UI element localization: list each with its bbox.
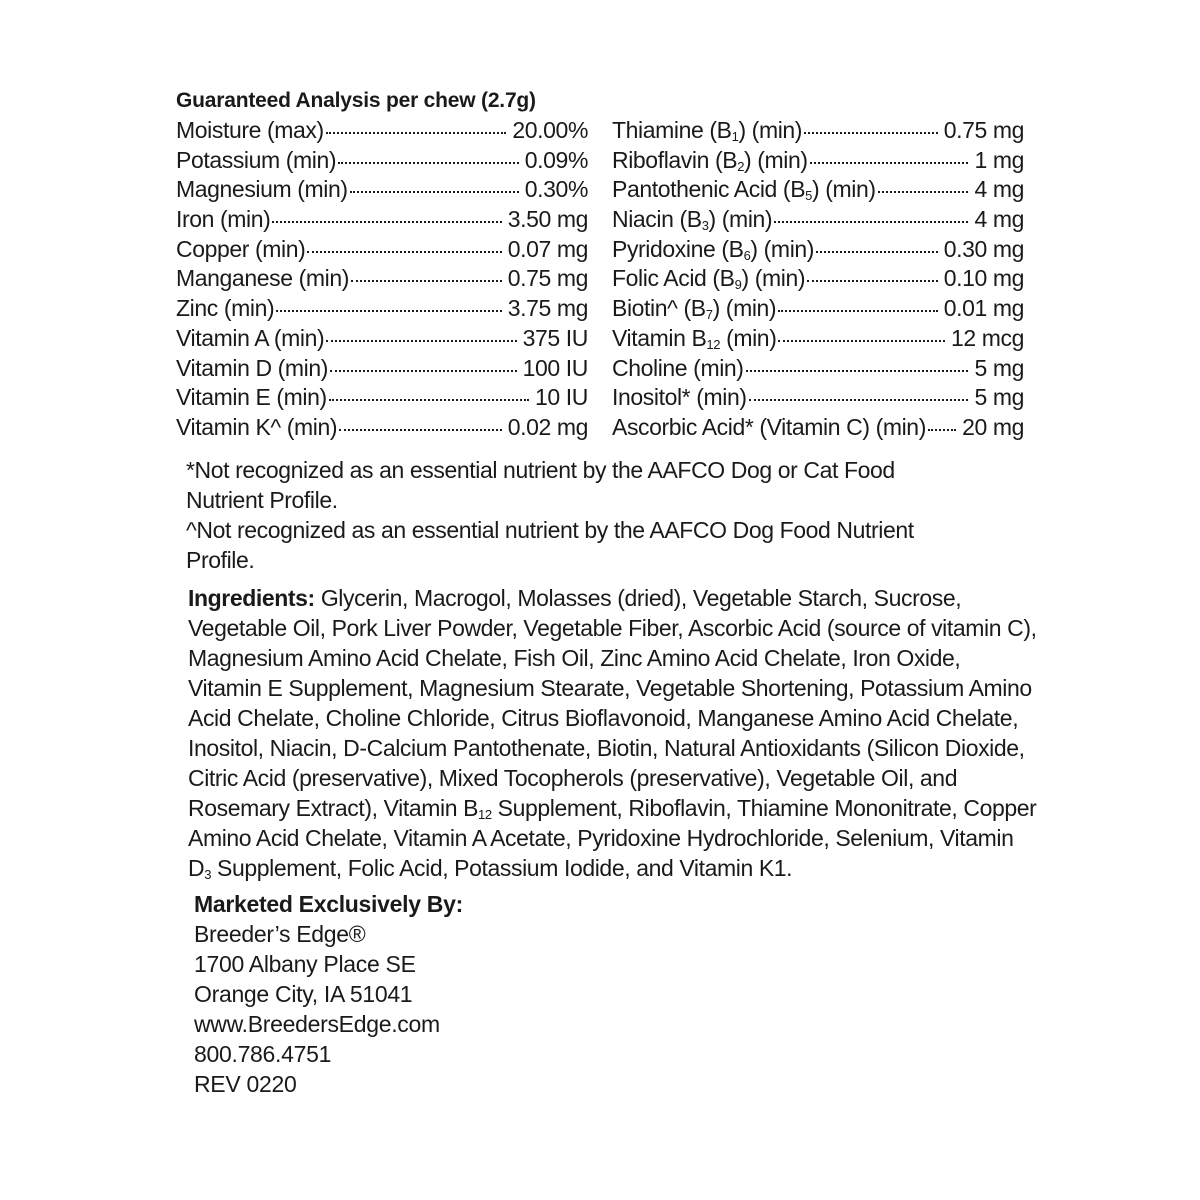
nutrient-name: Potassium (min) <box>176 146 337 173</box>
nutrient-value: 10 IU <box>535 384 588 411</box>
nutrient-value: 0.02 mg <box>507 413 588 440</box>
ingredients-subscript: 3 <box>204 866 212 882</box>
leader-dots <box>816 251 938 253</box>
leader-dots <box>330 370 517 372</box>
footnote-caret: ^Not recognized as an essential nutrient by the AAFCO Dog Food Nutrient Profile. <box>186 516 914 573</box>
leader-dots <box>804 132 938 134</box>
analysis-row <box>176 116 588 146</box>
nutrient-value: 0.30% <box>524 176 588 203</box>
nutrient-value: 0.75 mg <box>507 265 588 292</box>
leader-dots <box>351 280 502 282</box>
analysis-row <box>176 324 588 354</box>
analysis-row <box>176 354 588 384</box>
footnotes <box>186 455 1040 575</box>
nutrient-name: Zinc (min) <box>176 295 275 322</box>
analysis-row <box>612 354 1024 384</box>
analysis-row <box>612 235 1024 265</box>
nutrient-name: Vitamin K^ (min) <box>176 413 338 440</box>
analysis-row <box>612 383 1024 413</box>
leader-dots <box>749 399 969 401</box>
nutrient-name: Magnesium (min) <box>176 176 348 203</box>
analysis-row <box>612 264 1024 294</box>
leader-dots <box>778 310 937 312</box>
leader-dots <box>276 310 501 312</box>
nutrient-value: 4 mg <box>974 176 1024 203</box>
nutrient-name: Folic Acid $(B_9)$ (min) <box>612 265 806 293</box>
nutrient-value: 20 mg <box>962 413 1024 440</box>
nutrient-name: Iron (min) <box>176 206 271 233</box>
nutrient-value: 1 mg <box>974 146 1024 173</box>
analysis-row <box>176 264 588 294</box>
ingredients-text: Supplement, Riboflavin, Thiamine Mononitrate, Copper Amino Acid Chelate, Vitamin A Acetate, Pyridoxine Hydrochloride, Selenium, Vitamin D <box>188 794 1037 881</box>
leader-dots <box>338 162 519 164</box>
nutrient-name: Choline (min) <box>612 354 744 381</box>
guaranteed-analysis-table <box>176 116 1040 443</box>
nutrient-value: 0.01 mg <box>943 295 1024 322</box>
nutrient-value: 0.10 mg <box>943 265 1024 292</box>
analysis-row <box>612 146 1024 176</box>
nutrient-name: Moisture (max) <box>176 117 324 143</box>
leader-dots <box>878 191 969 193</box>
city-state-zip: Orange City, IA 51041 <box>194 980 413 1007</box>
marketed-by-block <box>194 889 1040 1099</box>
analysis-row <box>176 235 588 265</box>
analysis-row <box>176 205 588 235</box>
nutrient-name: Manganese (min) <box>176 265 349 292</box>
leader-dots <box>350 191 519 193</box>
ingredients-paragraph <box>188 583 1038 883</box>
analysis-column-right <box>612 116 1024 443</box>
nutrient-name: Vitamin A (min) <box>176 324 325 351</box>
leader-dots <box>307 251 501 253</box>
leader-dots <box>928 429 956 431</box>
nutrient-value: 0.09% <box>524 146 588 173</box>
leader-dots <box>774 221 968 223</box>
marketed-by-title: Marketed Exclusively By: <box>194 890 463 917</box>
leader-dots <box>778 340 945 342</box>
nutrient-name: Vitamin D (min) <box>176 354 329 381</box>
analysis-row <box>612 413 1024 443</box>
street-address: 1700 Albany Place SE <box>194 950 416 977</box>
analysis-row <box>612 324 1024 354</box>
ingredients-label: Ingredients: <box>188 584 315 611</box>
nutrient-value: 100 IU <box>522 354 588 381</box>
leader-dots <box>807 280 938 282</box>
ingredients-text: Supplement, Folic Acid, Potassium Iodide, and Vitamin K1. <box>211 854 793 881</box>
nutrient-value: 0.07 mg <box>507 235 588 262</box>
nutrient-name: Thiamine $(B_1)$ (min) <box>612 117 803 144</box>
nutrient-name: Pantothenic Acid $(B_5)$ (min) <box>612 176 876 204</box>
footnote-asterisk: *Not recognized as an essential nutrient by the AAFCO Dog or Cat Food Nutrient Profile. <box>186 456 895 513</box>
analysis-row <box>176 146 588 176</box>
nutrient-name: Inositol* (min) <box>612 384 747 411</box>
nutrient-value: 5 mg <box>974 384 1024 411</box>
nutrient-value: 3.50 mg <box>507 206 588 233</box>
nutrient-value: 0.30 mg <box>943 235 1024 262</box>
ingredients-text: Glycerin, Macrogol, Molasses (dried), Vegetable Starch, Sucrose, Vegetable Oil, Pork Liver Powder, Vegetable Fiber, Ascorbic Acid (source of vitamin C), Magnesium Amino Acid Chelate, Fish Oil, Zinc Amino Acid Chelate, Iron Oxide, Vitamin E Supplement, Magnesium Stearate, Vegetable Shortening, Potassium Amino Acid Chelate, Choline Chloride, Citrus Bioflavonoid, Manganese Amino Acid Chelate, Inositol, Niacin, D-Calcium Pantothenate, Biotin, Natural Antioxidants (Silicon Dioxide, Citric Acid (preservative), Mixed Tocopherols (preservative), Vegetable Oil, and Rosemary Extract), Vitamin B <box>188 584 1037 821</box>
nutrient-name: Vitamin $B_{12}$ (min) <box>612 324 777 352</box>
nutrient-value: 5 mg <box>974 354 1024 381</box>
leader-dots <box>329 399 529 401</box>
guaranteed-analysis-heading: Guaranteed Analysis per chew (2.7g) <box>176 89 536 112</box>
analysis-row <box>612 205 1024 235</box>
website: www.BreedersEdge.com <box>194 1010 440 1037</box>
analysis-column-left <box>176 116 588 443</box>
nutrient-value: 20.00% <box>512 117 588 143</box>
leader-dots <box>746 370 969 372</box>
phone-number: 800.786.4751 <box>194 1040 332 1067</box>
nutrient-value: 375 IU <box>522 324 588 351</box>
company-name: Breeder’s Edge® <box>194 920 366 947</box>
analysis-row <box>612 294 1024 324</box>
analysis-row <box>176 294 588 324</box>
leader-dots <box>272 221 501 223</box>
nutrient-name: Pyridoxine $(B_6)$ (min) <box>612 235 815 263</box>
leader-dots <box>326 132 507 134</box>
nutrient-name: Vitamin E (min) <box>176 384 327 411</box>
nutrient-value: 3.75 mg <box>507 295 588 322</box>
analysis-row <box>176 175 588 205</box>
nutrient-name: Ascorbic Acid* (Vitamin C) (min) <box>612 413 926 440</box>
analysis-row <box>176 383 588 413</box>
nutrient-value: 12 mcg <box>950 324 1024 351</box>
revision-code: REV 0220 <box>194 1070 297 1097</box>
leader-dots <box>339 429 502 431</box>
nutrient-name: Riboflavin $(B_2)$ (min) <box>612 146 808 174</box>
ingredients-subscript: 12 <box>478 806 492 822</box>
nutrient-name: Niacin $(B_3)$ (min) <box>612 206 773 234</box>
leader-dots <box>326 340 516 342</box>
product-label <box>170 80 1040 1099</box>
analysis-row <box>612 116 1024 146</box>
analysis-row <box>176 413 588 443</box>
nutrient-value: 0.75 mg <box>943 117 1024 143</box>
analysis-row <box>612 175 1024 205</box>
leader-dots <box>810 162 969 164</box>
nutrient-value: 4 mg <box>974 206 1024 233</box>
nutrient-name: Biotin^ $(B_7)$ (min) <box>612 295 777 323</box>
nutrient-name: Copper (min) <box>176 235 306 262</box>
